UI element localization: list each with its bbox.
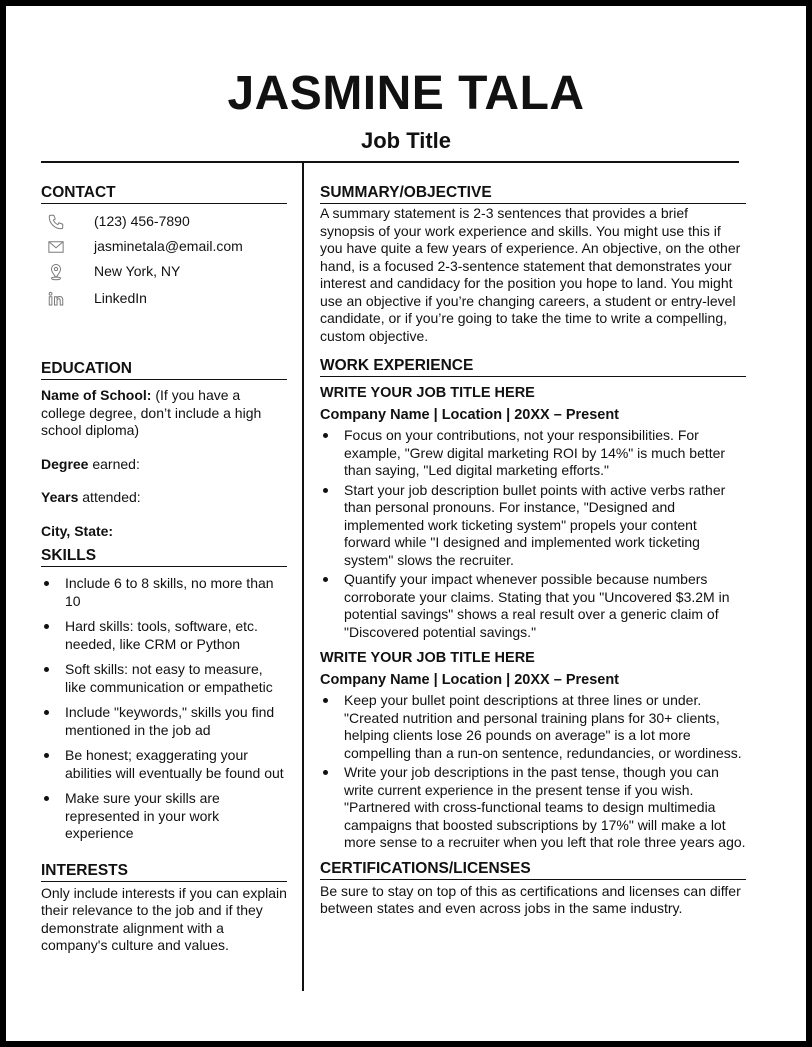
job-company: Company Name | Location | 20XX – Present: [320, 407, 620, 423]
degree-label: Degree: [41, 455, 89, 472]
skills-section: [41, 546, 287, 843]
right-column: [320, 163, 746, 918]
certifications-section: [320, 859, 746, 918]
skill-item: Include "keywords," skills you find mentioned in the job ad: [41, 704, 287, 739]
summary-title: SUMMARY/OBJECTIVE: [320, 183, 746, 204]
skill-item: Hard skills: tools, software, etc. needed, like CRM or Python: [41, 618, 287, 653]
contact-section: [41, 183, 287, 311]
certifications-title: CERTIFICATIONS/LICENSES: [320, 859, 746, 880]
job-bullets: [320, 427, 746, 641]
job-bullets: [320, 692, 746, 852]
job-bullet: Focus on your contributions, not your responsibilities. For example, "Grew digital marketing ROI by 14%" is much better than saying, "Led digital marketing efforts.": [320, 427, 746, 480]
summary-section: [320, 183, 746, 345]
skill-item: Include 6 to 8 skills, no more than 10: [41, 575, 287, 610]
skill-item: Soft skills: not easy to measure, like communication or empathetic: [41, 661, 287, 696]
years-label: Years: [41, 489, 79, 505]
job-title: WRITE YOUR JOB TITLE HERE: [320, 650, 535, 666]
skills-title: SKILLS: [41, 546, 287, 567]
education-title: EDUCATION: [41, 359, 287, 380]
city-label: City, State:: [41, 522, 114, 539]
job-bullet: Write your job descriptions in the past tense, though you can write current experience in the present tense if you wish. "Partnered with cross-functional teams to design multimedia campaigns that boosted subscriptions by 17%" will make a lot more sense to a recruiter when you left that role three years ago.: [320, 764, 746, 852]
skills-list: [41, 575, 287, 843]
work-section: [320, 356, 746, 852]
summary-text: A summary statement is 2-3 sentences that provides a brief synopsis of your work experience and skills. You might use this if you have quite a few years of experience. An objective, on the other hand, is a focused 2-3-sentence statement that demonstrates your interest and candidacy for the position you hope to land. You might use an objective if you’re changing careers, a student or entry-level candidate, or if you’re going to take the time to write a compelling, custom objective.: [320, 205, 741, 344]
job-bullet: Keep your bullet point descriptions at three lines or under. "Created nutrition and personal training plans for 30+ clients, helping clients lose 26 pounds on average" is a lot more compelling than a run-on sentence, redundancies, or wordiness.: [320, 692, 746, 762]
education-school: [41, 387, 287, 440]
interests-text: Only include interests if you can explain their relevance to the job and if they demonstrate alignment with a company's culture and values.: [41, 884, 287, 953]
education-section: [41, 359, 287, 540]
candidate-name: JASMINE TALA: [227, 67, 585, 120]
skill-item: Be honest; exaggerating your abilities will eventually be found out: [41, 747, 287, 782]
job-company: Company Name | Location | 20XX – Present: [320, 672, 620, 688]
contact-linkedin: [41, 286, 287, 311]
contact-linkedin-text: LinkedIn: [94, 289, 147, 306]
contact-title: CONTACT: [41, 183, 287, 204]
skill-item: Make sure your skills are represented in your work experience: [41, 790, 287, 843]
contact-phone-text: (123) 456-7890: [94, 212, 190, 229]
contact-location-text: New York, NY: [94, 262, 181, 279]
phone-icon: [45, 213, 67, 231]
years-text: attended:: [78, 489, 141, 505]
school-text: (If you have a college degree, don’t include a high school diploma): [41, 387, 262, 438]
education-degree: [41, 456, 287, 474]
job-title: WRITE YOUR JOB TITLE HERE: [320, 385, 535, 401]
degree-text: earned:: [88, 455, 140, 472]
certifications-text: Be sure to stay on top of this as certifications and licenses can differ between states and even across jobs in the same industry.: [320, 882, 741, 916]
left-column: [41, 163, 287, 955]
contact-phone: [41, 209, 287, 234]
job-entry: [320, 384, 746, 641]
contact-email-text: jasminetala@email.com: [94, 237, 243, 254]
location-pin-icon: [45, 263, 67, 281]
mail-icon: [45, 238, 67, 256]
linkedin-icon: [45, 290, 67, 308]
job-bullet: Quantify your impact whenever possible because numbers corroborate your claims. Stating that you "Uncovered $3.2M in potential savings" shows a real result over a generic claim of "Discovered potential savings.": [320, 571, 746, 641]
education-years: [41, 489, 287, 507]
job-bullet: Start your job description bullet points with active verbs rather than personal pronouns. For instance, "Designed and implemented work ticketing system" propels your content forward while "I designed and implemented work ticketing system" slows the recruiter.: [320, 482, 746, 570]
interests-title: INTERESTS: [41, 861, 287, 882]
interests-section: [41, 861, 287, 955]
job-title-heading: Job Title: [360, 128, 452, 153]
contact-email: [41, 234, 287, 259]
education-city: [41, 523, 287, 541]
work-title: WORK EXPERIENCE: [320, 356, 746, 377]
job-entry: [320, 649, 746, 852]
column-divider: [302, 163, 304, 991]
contact-location: [41, 259, 287, 284]
resume-page: [6, 6, 806, 1041]
school-label: Name of School:: [41, 387, 152, 403]
